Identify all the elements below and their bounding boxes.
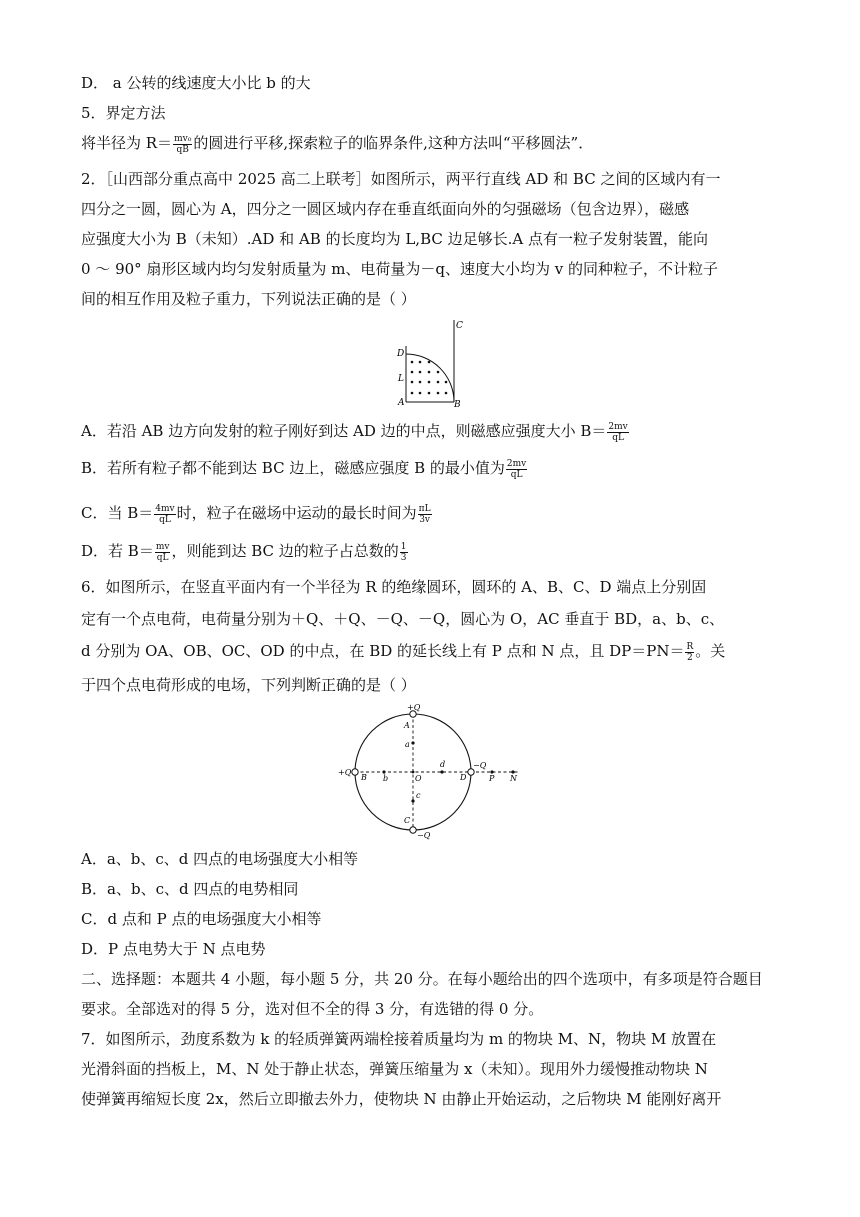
text-line: 6．如图所示，在竖直平面内有一个半径为 R 的绝缘圆环，圆环的 A、B、C、D 端点上分别固 — [81, 578, 707, 596]
text-line — [81, 540, 409, 563]
fraction — [685, 642, 694, 663]
fraction-denominator: qL — [156, 552, 169, 563]
text-line: D． a 公转的线速度大小比 b 的大 — [81, 74, 311, 92]
text-line: D．P 点电势大于 N 点电势 — [81, 940, 266, 958]
fraction — [155, 542, 171, 563]
text-span: 时，粒子在磁场中运动的最长时间为 — [176, 504, 417, 522]
label-p: P — [489, 774, 495, 783]
label-minus-q-bottom: −Q — [417, 831, 431, 840]
charged-ring-figure — [336, 700, 528, 840]
label-c: C — [404, 816, 411, 825]
text-line — [81, 502, 433, 525]
text-span: D．若 B＝ — [81, 542, 154, 560]
charge-b — [352, 769, 358, 775]
fraction-denominator: qB — [176, 144, 189, 155]
label-plus-q-left: +Q — [338, 768, 352, 777]
text-line: 5．界定方法 — [81, 104, 166, 122]
text-line: B．a、b、c、d 四点的电势相同 — [81, 880, 299, 898]
text-line — [81, 457, 528, 480]
charge-c — [410, 827, 416, 833]
text-span: 的圆进行平移,探索粒子的临界条件,这种方法叫“平移圆法”． — [193, 134, 594, 152]
fraction-denominator: 2 — [686, 652, 693, 663]
label-b: B — [454, 400, 461, 408]
fraction-numerator: mv — [155, 541, 170, 552]
label-d: D — [460, 773, 467, 782]
label-n: N — [510, 774, 517, 783]
text-line: 要求。全部选对的得 5 分，选对但不全的得 3 分，有选错的得 0 分。 — [81, 1000, 544, 1018]
label-d: D — [397, 349, 405, 359]
fraction-denominator: qL — [510, 469, 523, 480]
fraction-numerator: 2mv — [506, 458, 527, 469]
label-plus-q-top: +Q — [407, 703, 421, 712]
text-line — [81, 640, 725, 663]
label-d-small: d — [440, 760, 446, 769]
quarter-circle-figure — [392, 316, 468, 408]
text-line: C．d 点和 P 点的电场强度大小相等 — [81, 910, 322, 928]
text-span: d 分别为 OA、OB、OC、OD 的中点，在 BD 的延长线上有 P 点和 N 点，且 DP＝PN＝ — [81, 642, 685, 660]
text-line: 四分之一圆，圆心为 A，四分之一圆区域内存在垂直纸面向外的匀强磁场（包含边界），磁感 — [81, 200, 690, 218]
fraction-numerator: 4mv — [155, 503, 175, 514]
section-heading: 二、选择题：本题共 4 小题，每小题 5 分，共 20 分。在每小题给出的四个选项中，有多项是符合题目 — [81, 970, 763, 988]
text-line: A．a、b、c、d 四点的电场强度大小相等 — [81, 850, 359, 868]
fraction-numerator: mv₀ — [174, 133, 192, 144]
text-span: A．若沿 AB 边方向发射的粒子刚好到达 AD 边的中点，则磁感应强度大小 B＝ — [81, 422, 607, 440]
fraction — [506, 459, 527, 480]
fraction-numerator: πL — [418, 503, 431, 514]
fraction-denominator: qL — [159, 514, 171, 525]
label-b: B — [361, 773, 367, 782]
label-minus-q-right: −Q — [473, 761, 487, 770]
label-c: C — [456, 321, 463, 331]
text-line: 使弹簧再缩短长度 2x，然后立即撤去外力，使物块 N 由静止开始运动，之后物块 M 能刚好离开 — [81, 1090, 722, 1108]
text-line: 于四个点电荷形成的电场，下列判断正确的是（ ） — [81, 676, 416, 694]
text-span: 。关 — [695, 642, 726, 660]
text-line: 2．［山西部分重点高中 2025 高二上联考］如图所示，两平行直线 AD 和 BC 之间的区域内有一 — [81, 170, 721, 188]
fraction-denominator: 3 — [400, 552, 407, 563]
fraction-denominator: qL — [612, 432, 624, 443]
fraction-denominator: 3v — [419, 514, 431, 525]
label-a: A — [404, 721, 410, 730]
text-line — [81, 420, 630, 443]
label-a: A — [398, 398, 405, 408]
field-dots — [411, 361, 448, 395]
fraction — [173, 134, 192, 155]
text-span: C．当 B＝ — [81, 504, 154, 522]
label-a-small: a — [405, 740, 410, 749]
text-line: 间的相互作用及粒子重力，下列说法正确的是（ ） — [81, 290, 416, 308]
fraction-numerator: 1 — [400, 541, 407, 552]
text-line — [81, 132, 593, 155]
text-span: B．若所有粒子都不能到达 BC 边上，磁感应强度 B 的最小值为 — [81, 459, 505, 477]
text-span: ，则能到达 BC 边的粒子占总数的 — [171, 542, 399, 560]
text-line: 0 ～ 90° 扇形区域内均匀发射质量为 m、电荷量为－q、速度大小均为 v 的同种粒子，不计粒子 — [81, 260, 719, 278]
fraction — [607, 422, 628, 443]
fraction — [418, 504, 432, 525]
text-line: 应强度大小为 B（未知）.AD 和 AB 的长度均为 L,BC 边足够长.A 点有一粒子发射装置，能向 — [81, 230, 708, 248]
label-b-small: b — [383, 774, 389, 783]
text-line: 7．如图所示，劲度系数为 k 的轻质弹簧两端栓接着质量均为 m 的物块 M、N，物块 M 放置在 — [81, 1030, 717, 1048]
text-line: 光滑斜面的挡板上，M、N 处于静止状态，弹簧压缩量为 x（未知）。现用外力缓慢推动物块 N — [81, 1060, 708, 1078]
text-line: 定有一个点电荷，电荷量分别为＋Q、＋Q、－Q、－Q，圆心为 O，AC 垂直于 BD，a、b、c、 — [81, 610, 725, 628]
fraction-numerator: R — [686, 641, 694, 652]
label-o: O — [415, 774, 422, 783]
label-c-small: c — [416, 791, 421, 800]
text-span: 将半径为 R＝ — [81, 134, 173, 152]
label-l: L — [398, 374, 404, 384]
fraction — [154, 504, 175, 525]
fraction — [400, 542, 408, 563]
fraction-numerator: 2mv — [608, 421, 628, 432]
